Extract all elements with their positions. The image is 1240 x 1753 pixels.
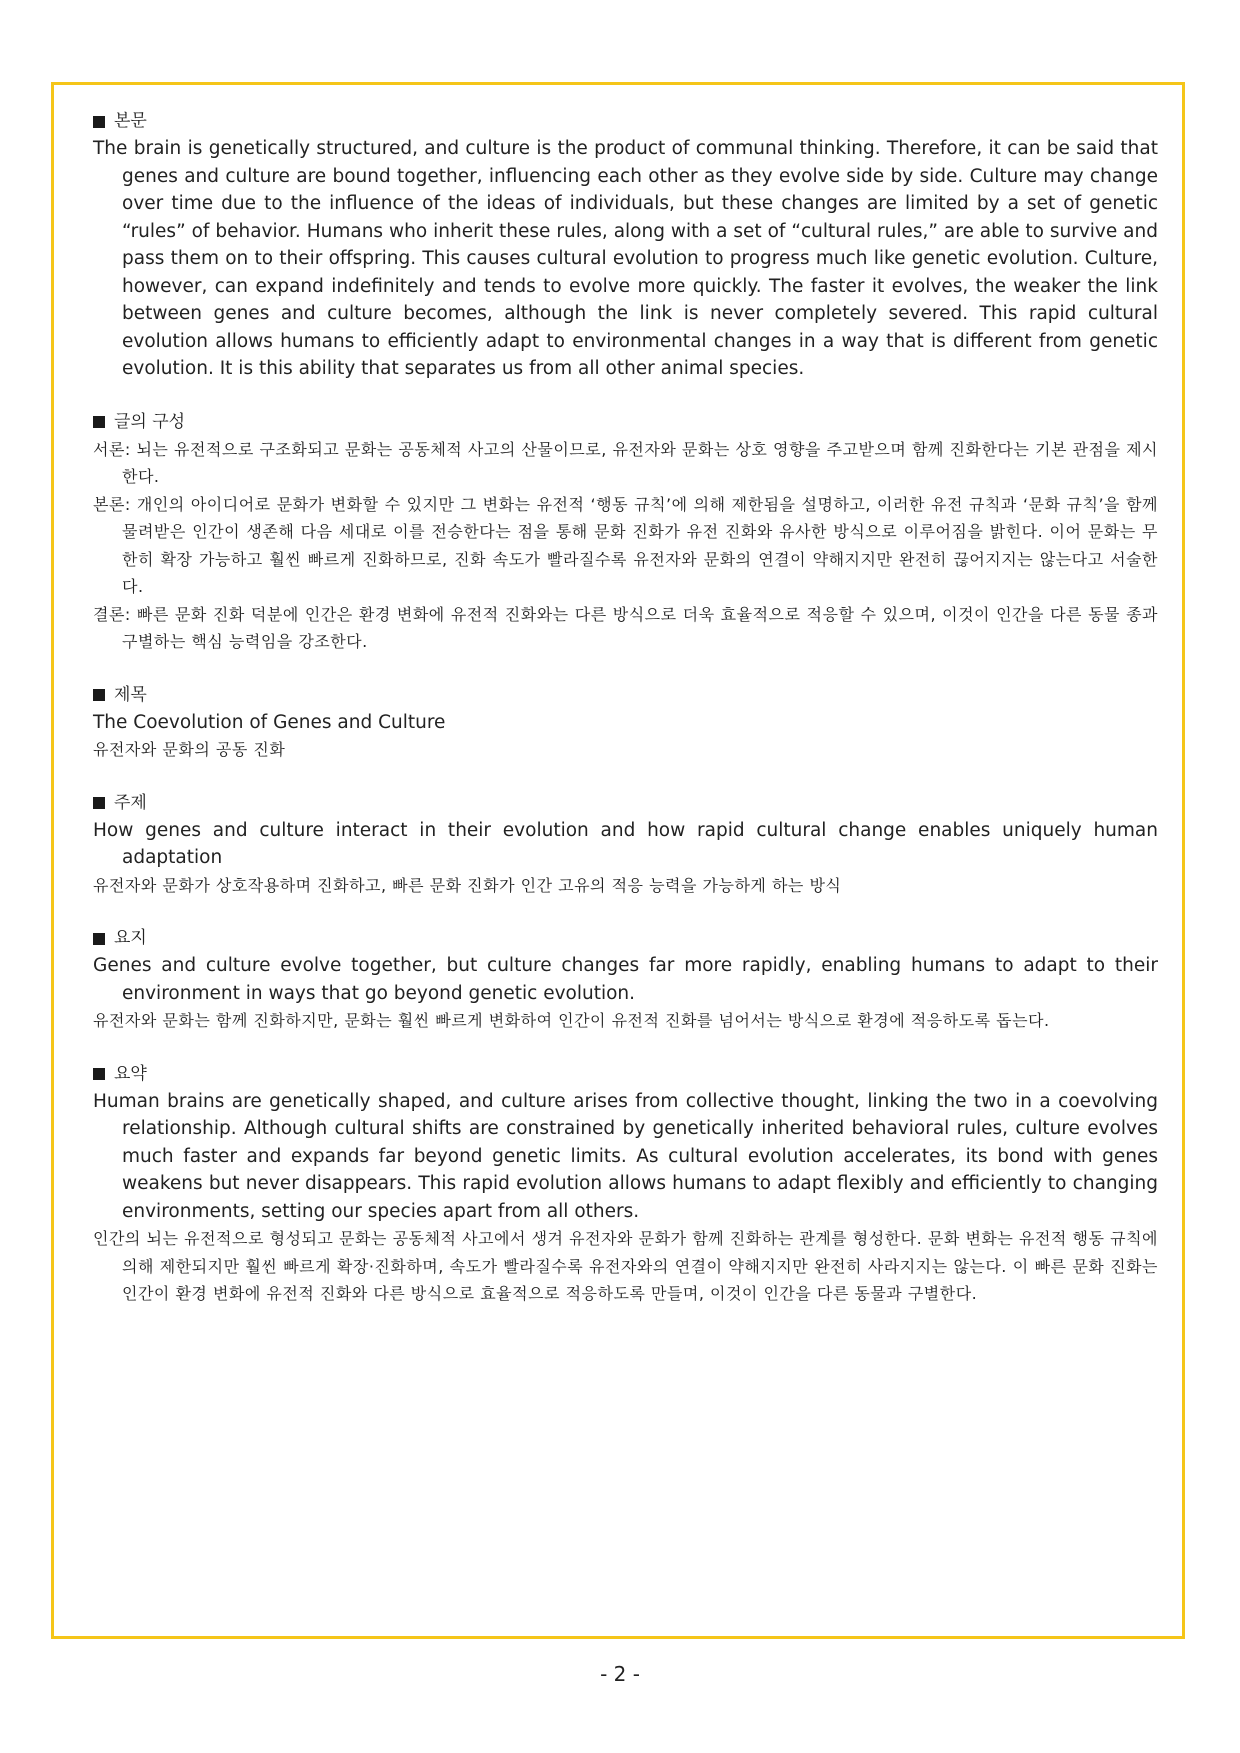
section-heading-label: 제목 (114, 684, 147, 705)
section-heading (93, 409, 1158, 436)
gist-en: Genes and culture evolve together, but culture changes far more rapidly, enabling humans to adapt to their environment in ways that go beyond genetic evolution. (93, 955, 1158, 1004)
section-heading (93, 108, 1158, 135)
section-heading-label: 글의 구성 (114, 411, 186, 432)
structure-conclusion: 결론: 빠른 문화 진화 덕분에 인간은 환경 변화에 유전적 진화와는 다른 방식으로 더욱 효율적으로 적응할 수 있으며, 이것이 인간을 다른 동물 종과 구별하는 핵심 능력임을 강조한다. (93, 604, 1158, 651)
section-gist (93, 925, 1158, 1035)
square-bullet-icon (93, 933, 105, 945)
section-theme (93, 790, 1158, 900)
section-title (93, 682, 1158, 764)
structure-intro: 서론: 뇌는 유전적으로 구조화되고 문화는 공동체적 사고의 산물이므로, 유전자와 문화는 상호 영향을 주고받으며 함께 진화한다는 기본 관점을 제시한다. (93, 439, 1158, 486)
title-en: The Coevolution of Genes and Culture (93, 711, 446, 733)
square-bullet-icon (93, 689, 105, 701)
square-bullet-icon (93, 116, 105, 128)
section-body (93, 108, 1158, 383)
page-number: - 2 - (600, 1662, 640, 1686)
body-text: The brain is genetically structured, and culture is the product of communal thinking. Therefore, it can be said that genes and culture are bound together, influencing each other as they evolve side by side. Culture may change over time due to the influence of the ideas of individuals, but these changes are limited by a set of genetic “rules” of behavior. Humans who inherit these rules, along with a set of “cultural rules,” are able to survive and pass them on to their offspring. This causes cultural evolution to progress much like genetic evolution. Culture, however, can expand indefinitely and tends to evolve more quickly. The faster it evolves, the weaker the link between genes and culture becomes, although the link is never completely severed. This rapid cultural evolution allows humans to efficiently adapt to environmental changes in a way that is different from genetic evolution. It is this ability that separates us from all other animal species. (93, 138, 1158, 379)
square-bullet-icon (93, 797, 105, 809)
section-heading-label: 요지 (114, 928, 147, 948)
section-heading (93, 682, 1158, 709)
section-structure (93, 409, 1158, 656)
square-bullet-icon (93, 416, 105, 428)
section-heading-label: 본문 (114, 111, 147, 131)
section-heading-label: 요약 (114, 1063, 147, 1084)
section-summary (93, 1061, 1158, 1308)
section-heading (93, 790, 1158, 817)
section-heading-label: 주제 (114, 792, 147, 813)
gist-ko: 유전자와 문화는 함께 진화하지만, 문화는 훨씬 빠르게 변화하여 인간이 유전적 진화를 넘어서는 방식으로 환경에 적응하도록 돕는다. (93, 1011, 1050, 1030)
title-ko: 유전자와 문화의 공동 진화 (93, 740, 286, 759)
theme-ko: 유전자와 문화가 상호작용하며 진화하고, 빠른 문화 진화가 인간 고유의 적응 능력을 가능하게 하는 방식 (93, 875, 842, 895)
section-heading (93, 1061, 1158, 1088)
section-heading (93, 925, 1158, 952)
summary-ko: 인간의 뇌는 유전적으로 형성되고 문화는 공동체적 사고에서 생겨 유전자와 문화가 함께 진화하는 관계를 형성한다. 문화 변화는 유전적 행동 규칙에 의해 제한되지만 훨씬 빠르게 확장·진화하며, 속도가 빨라질수록 유전자와의 연결이 약해지지만 완전히 사라지지는 않는다. 이 빠른 문화 진화는 인간이 환경 변화에 유전적 진화와 다른 방식으로 효율적으로 적응하도록 만들며, 이것이 인간을 다른 동물과 구별한다. (93, 1229, 1158, 1303)
structure-main: 본론: 개인의 아이디어로 문화가 변화할 수 있지만 그 변화는 유전적 ‘행동 규칙’에 의해 제한됨을 설명하고, 이러한 유전 규칙과 ‘문화 규칙’을 함께 물려받은 인간이 생존해 다음 세대로 이를 전승한다는 점을 통해 문화 진화가 유전 진화와 유사한 방식으로 이루어짐을 밝힌다. 이어 문화는 무한히 확장 가능하고 훨씬 빠르게 진화하므로, 진화 속도가 빨라질수록 유전자와 문화의 연결이 약해지지만 완전히 끊어지지는 않는다고 서술한다. (93, 494, 1158, 596)
page-content (93, 108, 1158, 1334)
theme-en: How genes and culture interact in their evolution and how rapid cultural change enables uniquely human adaptation (93, 819, 1158, 868)
square-bullet-icon (93, 1068, 105, 1080)
summary-en: Human brains are genetically shaped, and culture arises from collective thought, linking the two in a coevolving relationship. Although cultural shifts are constrained by genetically inherited behavioral rules, culture evolves much faster and expands far beyond genetic limits. As cultural evolution accelerates, its bond with genes weakens but never disappears. This rapid evolution allows humans to adapt flexibly and efficiently to changing environments, setting our species apart from all others. (93, 1090, 1158, 1222)
